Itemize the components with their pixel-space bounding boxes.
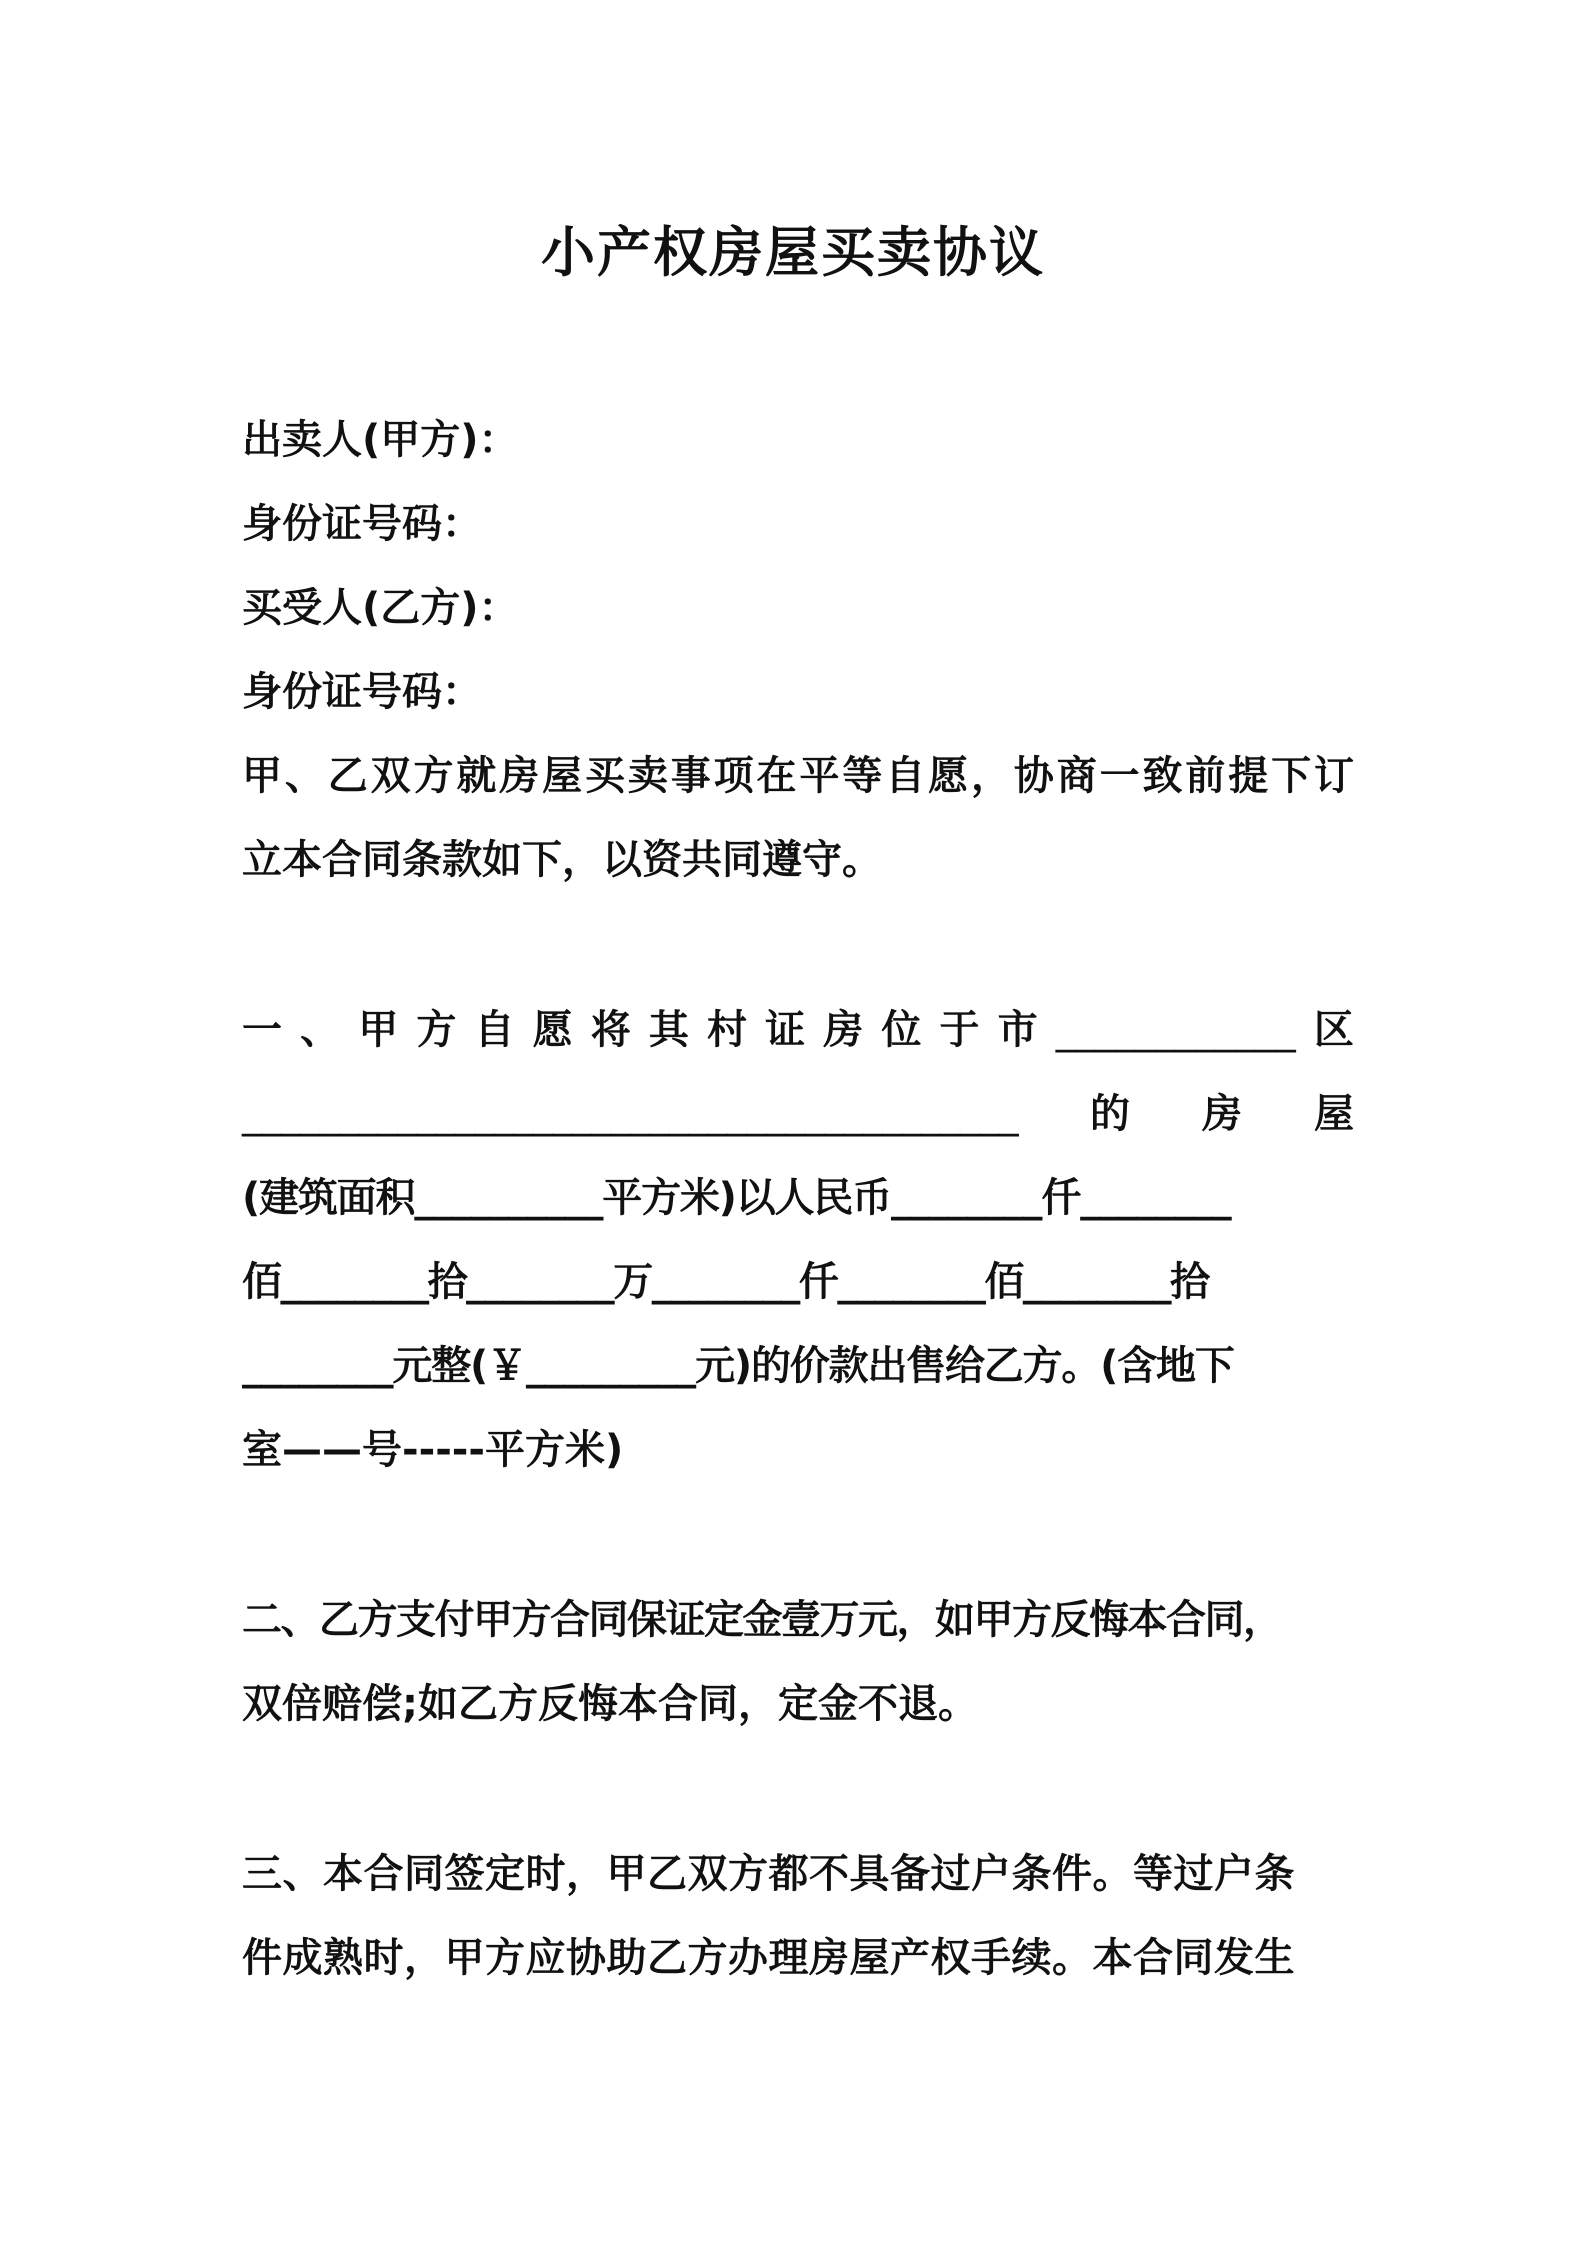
clause1-char: 一 [242,1007,282,1053]
address-blank: ________________________________________ [242,1091,1019,1137]
clause2-line-2: 双倍赔偿;如乙方反悔本合同，定金不退。 [242,1681,978,1727]
clause1-char: 将 [590,1007,631,1053]
clause1-char: 村 [707,1007,747,1053]
preamble-line-1 [242,748,1354,804]
clause3-line-1: 三、本合同签定时，甲乙双方都不具备过户条件。等过户条 [242,1851,1295,1897]
clause1-char: 证 [765,1007,806,1053]
clause1-char: 位 [881,1007,922,1053]
clause1-line-6: 室——号-----平方米) [242,1427,624,1473]
district-blank: ____________ [1055,1007,1296,1053]
clause2-line-1: 二、乙方支付甲方合同保证定金壹万元，如甲方反悔本合同， [242,1597,1282,1643]
seller-label: 出卖人(甲方)： [242,417,519,463]
clause1-char: 愿 [532,1007,573,1053]
clause1-char: 区 [1313,1007,1354,1053]
clause1-line-5: ________元整(￥_________元)的价款出售给乙方。(含地下 [242,1343,1234,1389]
clause1-line-2 [242,1086,1354,1142]
clause1-char: 市 [997,1007,1038,1053]
clause1-char: 、 [300,1007,341,1053]
clause3-line-2: 件成熟时，甲方应协助乙方办理房屋产权手续。本合同发生 [242,1935,1295,1981]
seller-id-label: 身份证号码： [242,501,482,547]
clause1-char: 房 [823,1007,864,1053]
clause1-line-4: 佰________拾________万________仟________佰________拾 [242,1259,1209,1305]
clause1-char: 于 [939,1007,980,1053]
clause1-char: 甲 [358,1007,399,1053]
clause1-char: 房 [1201,1091,1242,1137]
preamble-line-2: 立本合同条款如下，以资共同遵守。 [242,837,882,883]
clause1-char: 的 [1090,1091,1130,1137]
clause1-char: 方 [416,1007,457,1053]
clause1-char: 屋 [1313,1091,1354,1137]
clause1-char: 其 [648,1007,689,1053]
buyer-id-label: 身份证号码： [242,669,482,715]
clause1-char: 自 [474,1007,515,1053]
buyer-label: 买受人(乙方)： [242,585,519,631]
clause1-line-3: (建筑面积__________平方米)以人民币________仟________ [242,1175,1231,1221]
clause1-line-1 [242,1002,1354,1058]
preamble-text-1: 甲、乙双方就房屋买卖事项在平等自愿，协商一致前提下订 [242,753,1354,799]
document-title: 小产权房屋买卖协议 [541,221,1045,284]
